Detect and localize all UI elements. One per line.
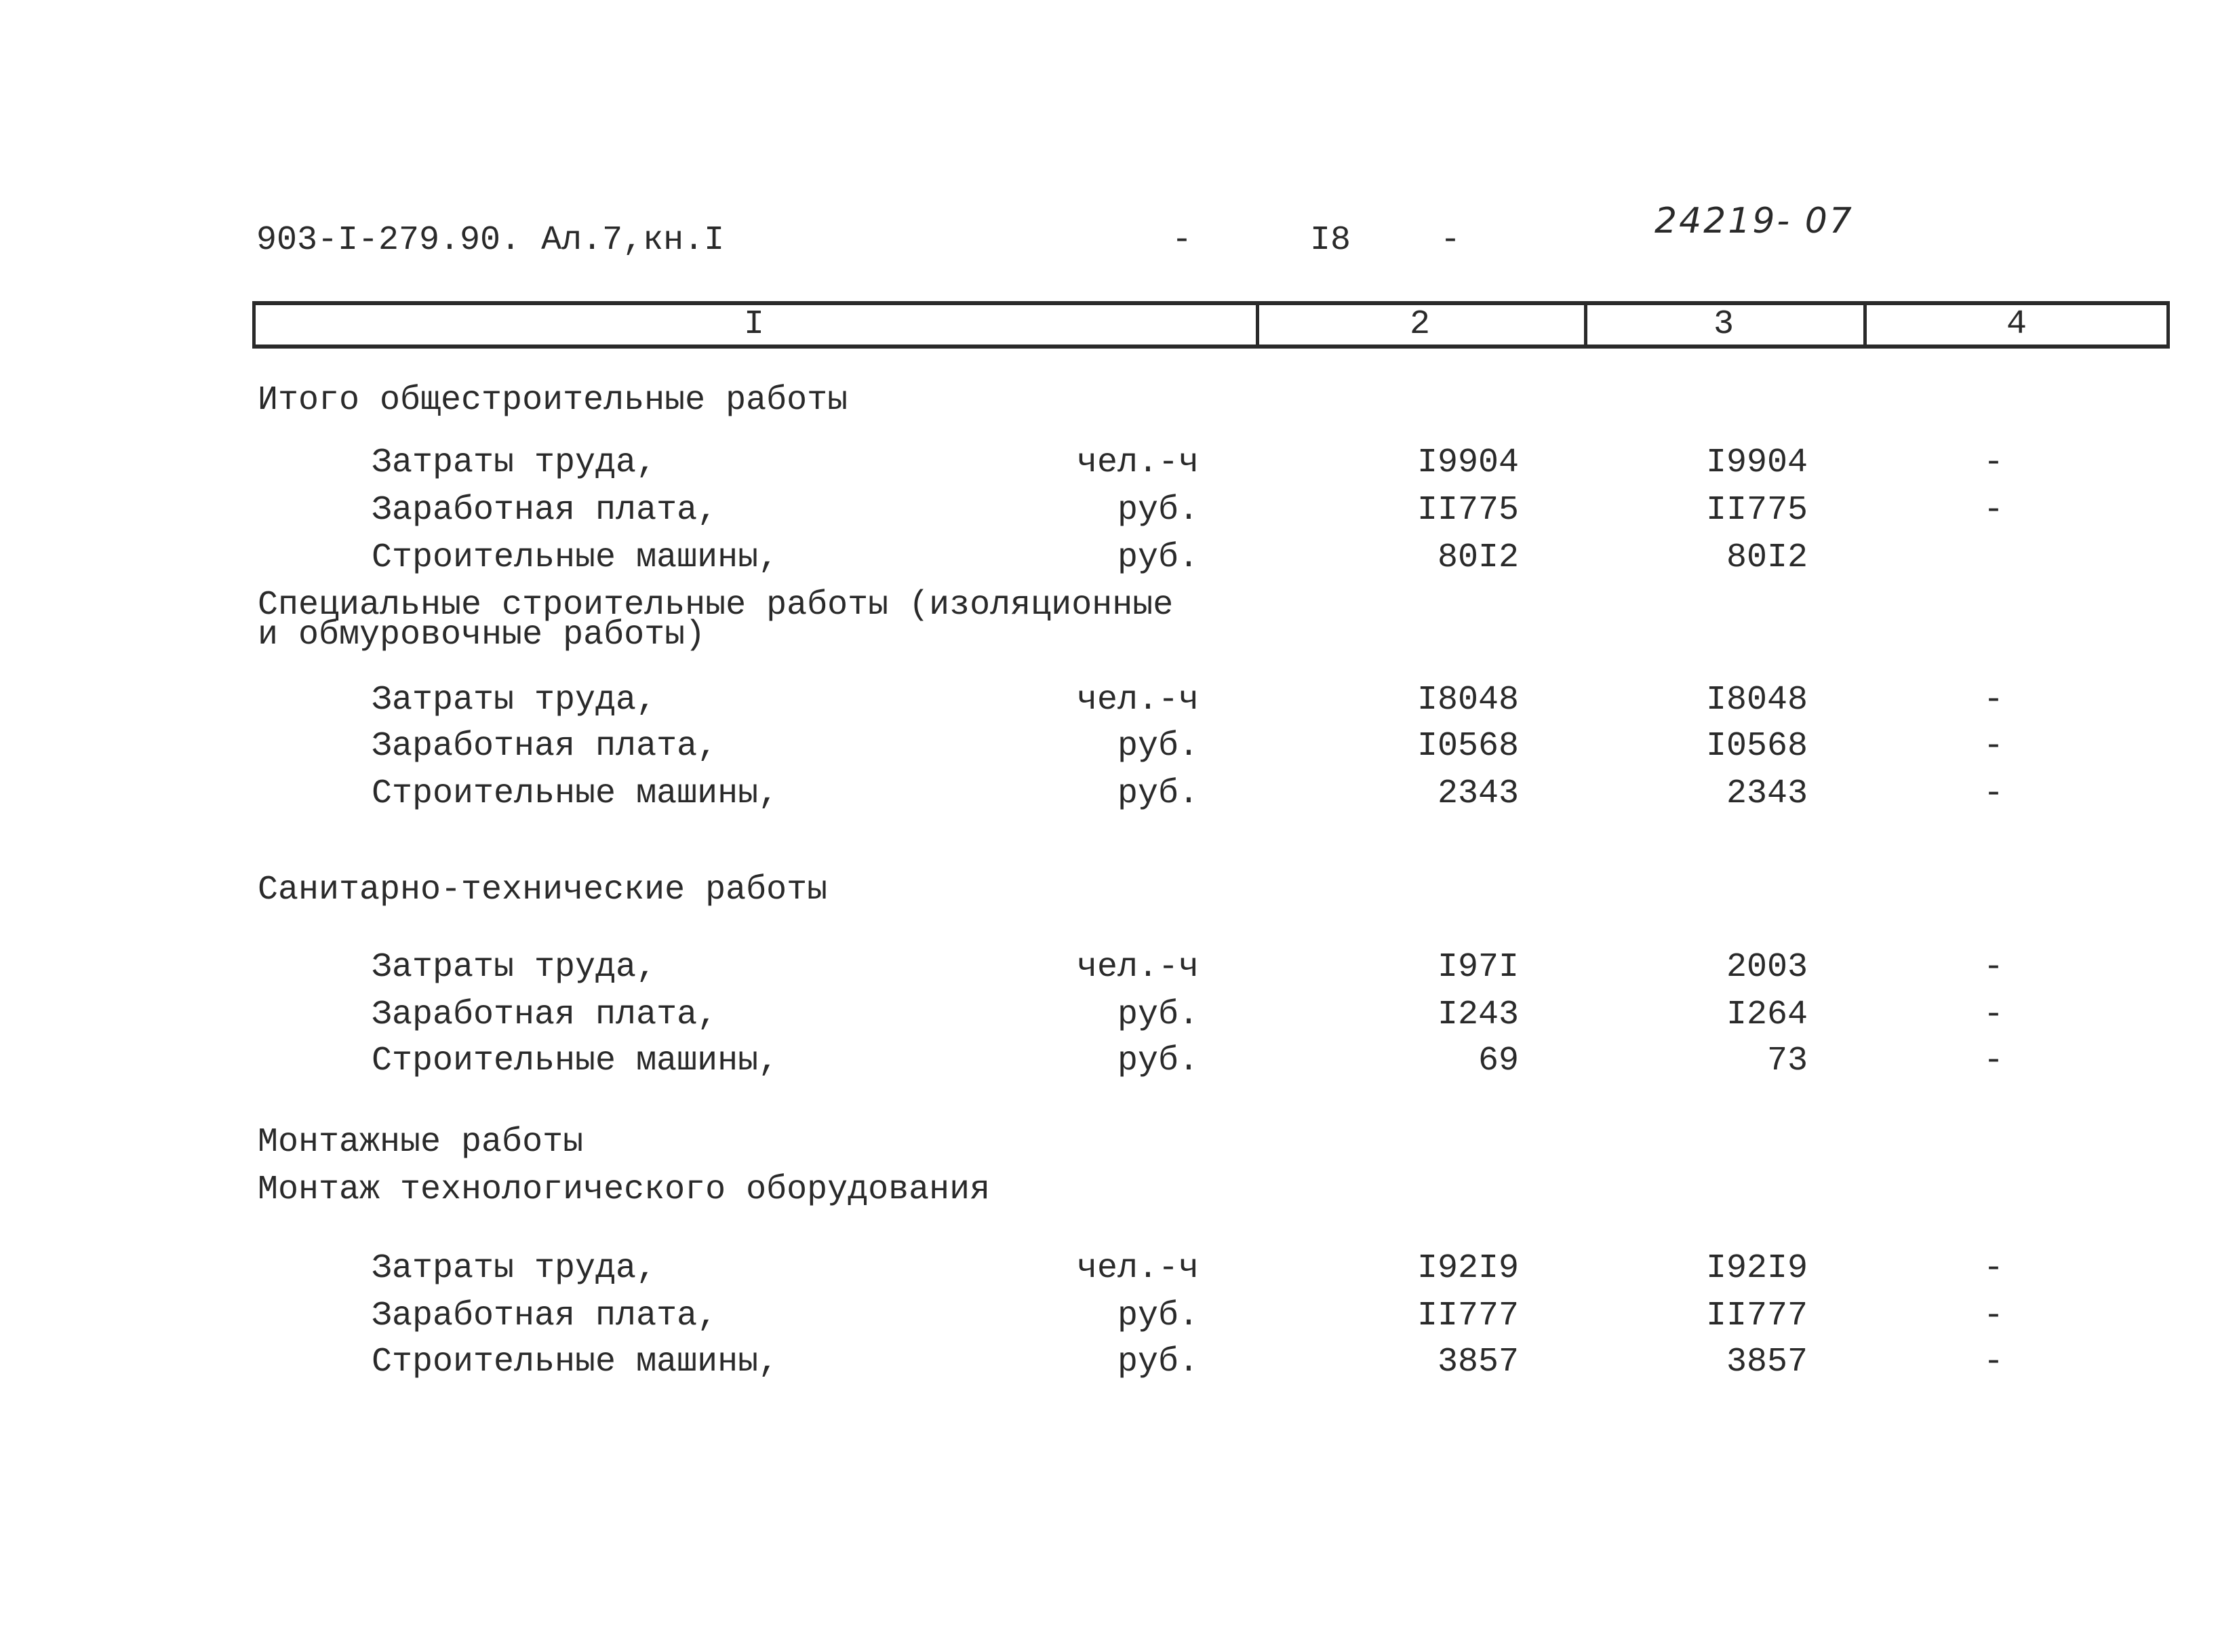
- section-title: Итого общестроительные работы: [258, 381, 848, 420]
- row-label: Заработная плата,: [372, 1297, 718, 1335]
- row-value-col2: I92I9: [1416, 1249, 1519, 1288]
- row-value-col4: -: [1983, 1343, 2004, 1381]
- row-value-col2: I243: [1437, 996, 1519, 1034]
- column-header-1: I: [743, 305, 764, 344]
- row-label: Затраты труда,: [372, 444, 657, 482]
- row-value-col2: II777: [1416, 1297, 1519, 1335]
- row-unit: чел.-ч: [1076, 681, 1199, 720]
- row-value-col3: 73: [1766, 1042, 1808, 1080]
- row-unit: руб.: [1117, 774, 1199, 813]
- row-unit: руб.: [1117, 996, 1199, 1034]
- row-value-col2: II775: [1416, 491, 1519, 530]
- column-header-3: 3: [1713, 305, 1734, 344]
- row-value-col3: I264: [1726, 996, 1808, 1034]
- row-unit: чел.-ч: [1076, 948, 1199, 987]
- row-value-col4: -: [1983, 1249, 2004, 1288]
- row-value-col2: I9904: [1416, 444, 1519, 482]
- row-value-col3: I0568: [1705, 727, 1808, 766]
- row-value-col2: 69: [1478, 1042, 1519, 1080]
- row-value-col3: I9904: [1705, 444, 1808, 482]
- row-value-col4: -: [1983, 774, 2004, 813]
- handwritten-number: 24219- 07: [1655, 201, 1854, 241]
- document-code: 903-I-279.90. Ал.7,кн.I: [256, 221, 725, 260]
- row-value-col4: -: [1983, 1042, 2004, 1080]
- page-dash-left: -: [1172, 221, 1193, 260]
- row-value-col2: I97I: [1437, 948, 1519, 987]
- row-value-col2: 3857: [1437, 1343, 1519, 1381]
- row-value-col4: -: [1983, 681, 2004, 720]
- row-value-col3: I8048: [1705, 681, 1808, 720]
- row-value-col3: II777: [1705, 1297, 1808, 1335]
- row-value-col4: -: [1983, 491, 2004, 530]
- row-label: Заработная плата,: [372, 996, 718, 1034]
- row-label: Строительные машины,: [372, 538, 779, 577]
- row-value-col4: -: [1983, 1297, 2004, 1335]
- row-label: Затраты труда,: [372, 681, 657, 720]
- page-dash-right: -: [1440, 221, 1461, 260]
- row-label: Строительные машины,: [372, 1042, 779, 1080]
- row-value-col3: II775: [1705, 491, 1808, 530]
- row-unit: чел.-ч: [1076, 1249, 1199, 1288]
- column-header-4: 4: [2006, 305, 2027, 344]
- section-title-continued: и обмуровочные работы): [258, 616, 706, 654]
- row-value-col2: I0568: [1416, 727, 1519, 766]
- row-value-col3: 2343: [1726, 774, 1808, 813]
- row-unit: руб.: [1117, 1343, 1199, 1381]
- row-unit: руб.: [1117, 1297, 1199, 1335]
- column-header-2: 2: [1409, 305, 1430, 344]
- section-title: Санитарно-технические работы: [258, 871, 828, 909]
- row-value-col4: -: [1983, 444, 2004, 482]
- row-value-col2: I8048: [1416, 681, 1519, 720]
- row-label: Затраты труда,: [372, 948, 657, 987]
- page-number: I8: [1310, 221, 1351, 260]
- row-value-col3: 2003: [1726, 948, 1808, 987]
- row-label: Строительные машины,: [372, 774, 779, 813]
- row-value-col2: 80I2: [1437, 538, 1519, 577]
- row-label: Заработная плата,: [372, 727, 718, 766]
- row-value-col4: -: [1983, 996, 2004, 1034]
- row-value-col3: 3857: [1726, 1343, 1808, 1381]
- row-value-col3: 80I2: [1726, 538, 1808, 577]
- section-title: Специальные строительные работы (изоляционные: [258, 586, 1174, 625]
- row-value-col3: I92I9: [1705, 1249, 1808, 1288]
- row-label: Затраты труда,: [372, 1249, 657, 1288]
- row-label: Строительные машины,: [372, 1343, 779, 1381]
- row-label: Заработная плата,: [372, 491, 718, 530]
- row-unit: руб.: [1117, 491, 1199, 530]
- row-unit: руб.: [1117, 1042, 1199, 1080]
- section-title: Монтажные работы: [258, 1123, 584, 1162]
- row-unit: руб.: [1117, 538, 1199, 577]
- row-value-col4: -: [1983, 948, 2004, 987]
- row-value-col4: -: [1983, 727, 2004, 766]
- row-unit: руб.: [1117, 727, 1199, 766]
- column-header-table: [252, 301, 2170, 350]
- section-subtitle: Монтаж технологического оборудования: [258, 1171, 991, 1209]
- row-unit: чел.-ч: [1076, 444, 1199, 482]
- row-value-col2: 2343: [1437, 774, 1519, 813]
